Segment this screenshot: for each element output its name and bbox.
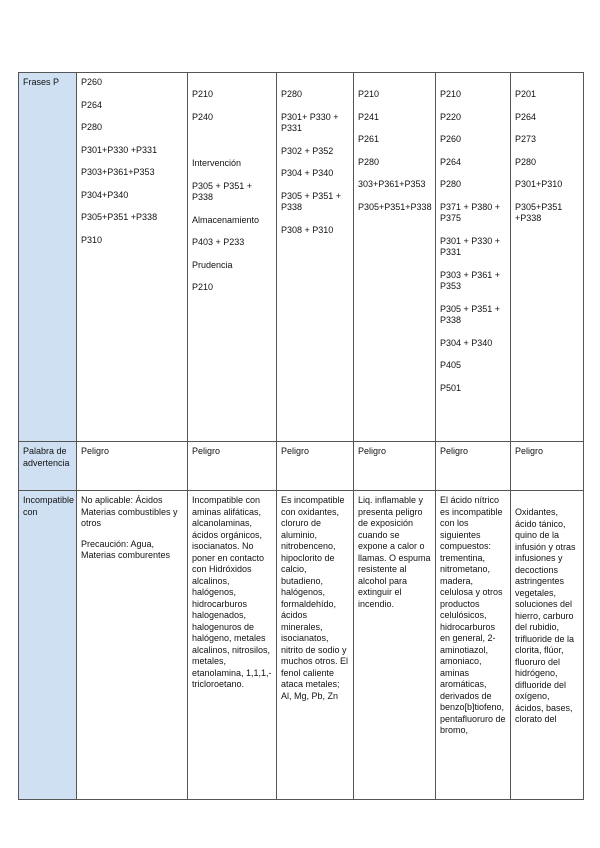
p-code: P260	[81, 77, 103, 87]
warning-word: Peligro	[192, 446, 221, 456]
p-code: P261	[358, 134, 380, 144]
section-label: Almacenamiento	[192, 214, 260, 225]
p-code: P302 + P352	[281, 145, 334, 156]
cell-warning	[436, 442, 511, 491]
p-code: P305+P351+P338	[358, 201, 432, 212]
cell-incompatible-col1	[77, 491, 188, 800]
precaution-text: Precaución: Agua, Materias comburentes	[81, 538, 171, 560]
cell-p-col5	[436, 73, 511, 442]
incompatible-text: Es incompatible con oxidantes, cloruro de aluminio, nitrobenceno, hipoclorito de calcio, butadieno, halógenos, formaldehído, ácidos minerales, isocianatos, nitrito de sodio y muchos otros. El fenol caliente ataca metales; Al, Mg, Pb, Zn	[281, 495, 349, 701]
p-code: P280	[358, 156, 380, 167]
p-code: P305+P351 +P338	[81, 212, 158, 222]
p-code: P305 + P351 + P338	[440, 303, 501, 325]
cell-warning	[77, 442, 188, 491]
p-code: P264	[440, 156, 462, 167]
p-code: P371 + P380 + P375	[440, 201, 501, 223]
p-code: P301+P310	[515, 179, 563, 189]
cell-incompatible-col3	[277, 491, 354, 800]
p-code: P305 + P351 + P338	[192, 180, 253, 202]
p-code: P210	[440, 89, 462, 99]
incompatible-text: Incompatible con aminas alifáticas, alcanolaminas, ácidos orgánicos, isocianatos. No poner en contacto con Hidróxidos alcalinos, halógenos, hidrocarburos halogenados, halogenuros de halógeno, metales alcalinos, nitrosilos, metales, etanolamina, 1,1,1,-tricloroetano.	[192, 495, 272, 689]
warning-word-row	[19, 442, 584, 491]
p-code: P241	[358, 111, 380, 122]
precaution-phrases-row	[19, 73, 584, 442]
incompatible-text: Liq. inflamable y presenta peligro de exposición cuando se expone a calor o llamas. O espuma resistente al alcohol para extinguir el incendio.	[358, 495, 431, 609]
p-code: P280	[440, 179, 462, 189]
p-code: P305 + P351 + P338	[281, 190, 342, 212]
p-code: P305+P351 +P338	[515, 201, 563, 223]
p-code: P280	[81, 122, 103, 132]
p-code: P303 + P361 + P353	[440, 269, 501, 291]
p-code: P301+P330 +P331	[81, 144, 158, 155]
warning-word: Peligro	[81, 446, 110, 456]
warning-word: Peligro	[358, 446, 387, 456]
p-code: P264	[515, 111, 537, 122]
warning-word: Peligro	[515, 446, 544, 456]
p-code: P501	[440, 382, 462, 393]
cell-warning	[354, 442, 436, 491]
p-code: P301+ P330 + P331	[281, 111, 339, 133]
p-code: P304 + P340	[281, 168, 334, 178]
cell-incompatible-col6	[511, 491, 584, 800]
p-code: P280	[281, 89, 303, 99]
p-code: P201	[515, 89, 537, 99]
row-header-label: Palabra de advertencia	[23, 446, 70, 468]
p-code: P403 + P233	[192, 237, 245, 247]
cell-warning	[511, 442, 584, 491]
row-header-label: Incompatible con	[23, 495, 75, 517]
row-header-incompatible	[19, 491, 77, 800]
incompatible-text: Oxidantes, ácido tánico, quino de la infusión y otras infusiones y decoctions astringentes vegetales, soluciones del hierro, carburo del rubidio, trifluoride de la clorita, flúor, fluoruro del hidrógeno, difluoride del oxígeno, ácidos, bases, clorato del	[515, 507, 576, 724]
cell-p-col6	[511, 73, 584, 442]
cell-p-col4	[354, 73, 436, 442]
p-code: P405	[440, 360, 462, 370]
p-code: P280	[515, 156, 537, 167]
p-code: P210	[192, 89, 214, 99]
row-header-label: Frases P	[23, 77, 60, 87]
p-code: P304 + P340	[440, 337, 493, 348]
cell-warning	[188, 442, 277, 491]
incompatible-text: El ácido nítrico es incompatible con los siguientes compuestos: trementina, nitrometano, madera, celulosa y otros productos celulósicos, hidrocarburos en general, 2-aminotiazol, amoniaco, aminas aromáticas, derivados de benzo[b]tiofeno, pentafluoruro de bromo,	[440, 495, 506, 735]
row-header-palabra	[19, 442, 77, 491]
row-header-frases-p	[19, 73, 77, 442]
section-label: Intervención	[192, 158, 242, 168]
p-code: P210	[192, 282, 214, 292]
p-code: P264	[81, 99, 103, 110]
p-code: P273	[515, 134, 537, 144]
cell-incompatible-col4	[354, 491, 436, 800]
p-code: P240	[192, 111, 214, 122]
p-code: P301 + P330 + P331	[440, 235, 501, 257]
cell-p-col2	[188, 73, 277, 442]
p-code: P303+P361+P353	[81, 167, 155, 177]
p-code: P220	[440, 111, 462, 122]
cell-p-col3	[277, 73, 354, 442]
p-code: P210	[358, 89, 380, 99]
p-code: P260	[440, 134, 462, 144]
p-code: P308 + P310	[281, 224, 334, 235]
p-code: 303+P361+P353	[358, 179, 426, 189]
p-code: P304+P340	[81, 189, 129, 200]
cell-warning	[277, 442, 354, 491]
warning-word: Peligro	[281, 446, 310, 456]
cell-incompatible-col2	[188, 491, 277, 800]
section-label: Prudencia	[192, 259, 233, 270]
p-code: P310	[81, 234, 103, 245]
cell-p-col1	[77, 73, 188, 442]
warning-word: Peligro	[440, 446, 469, 456]
incompatible-row	[19, 491, 584, 800]
incompatible-text: No aplicable: Ácidos Materias combustibles y otros	[81, 495, 178, 528]
cell-incompatible-col5	[436, 491, 511, 800]
safety-data-table	[18, 72, 584, 800]
